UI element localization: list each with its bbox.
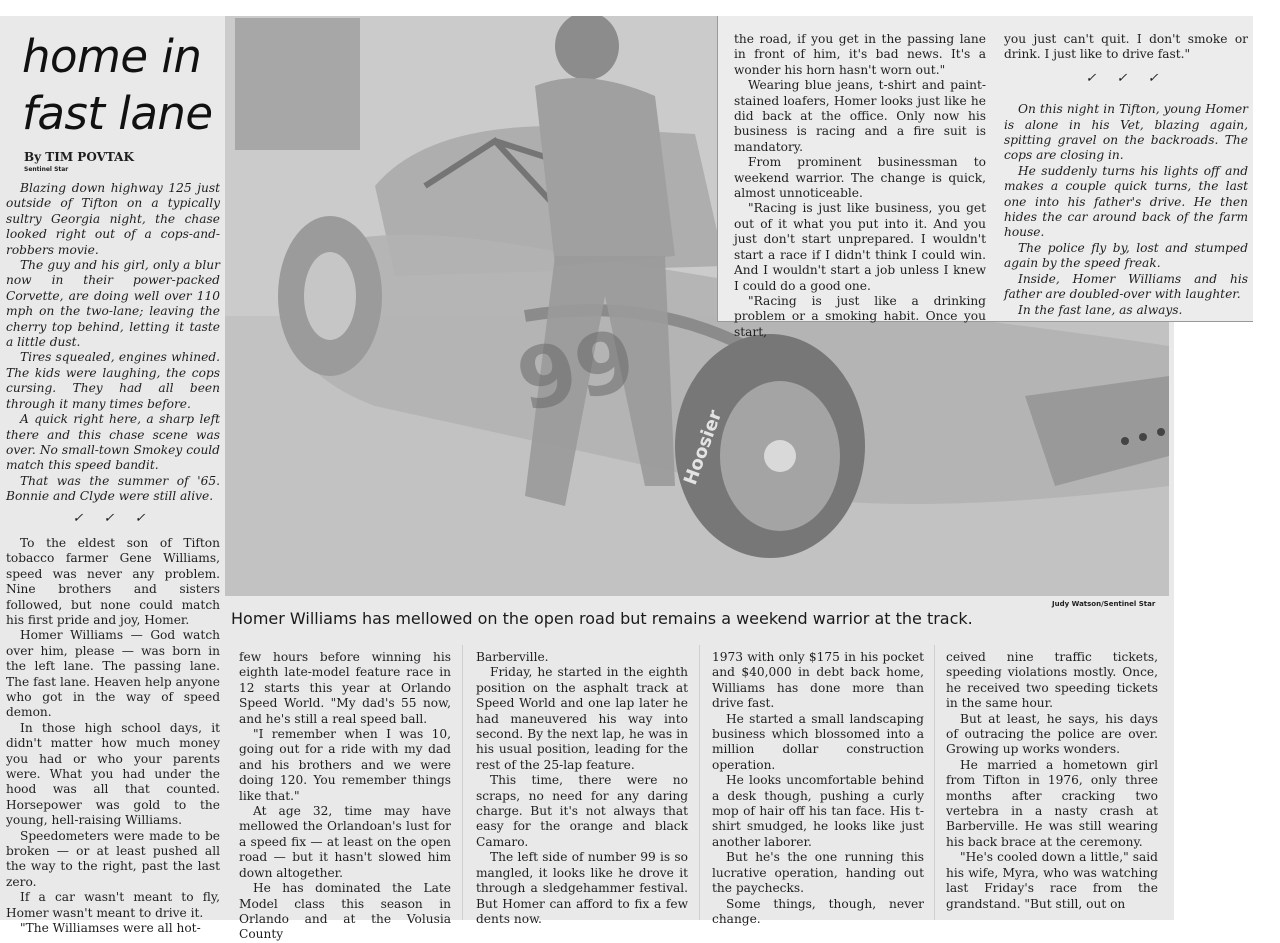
car-number-label: 99 (508, 310, 644, 431)
headline-line-1: home in (22, 30, 202, 83)
inset-paragraph: "Racing is just like a drinking problem or a smoking habit. Once you start, (734, 293, 986, 339)
body-paragraph: He looks uncomfortable behind a desk though, pushing a curly mop of hair off his tan face. His t-shirt smudged, he looks like just another laborer. (712, 773, 924, 849)
body-paragraph: He started a small landscaping business which blossomed into a million dollar construction operation. (712, 711, 924, 772)
body-paragraph: "The Williamses were all hot- (20, 921, 201, 936)
body-paragraph: few hours before winning his eighth late-model feature race in 12 starts this year at Orlando Speed World. "My dad's 55 now, and he's still a real speed ball. (239, 650, 451, 726)
body-paragraph: Friday, he started in the eighth position on the asphalt track at Speed World and one lap later he had maneuvered his way into second. By the next lap, he was in his usual position, leading for the rest of the 25-lap feature. (476, 665, 688, 772)
headline (22, 28, 213, 142)
column-rule (934, 645, 935, 920)
body-column-3 (476, 650, 688, 927)
body-paragraph: But at least, he says, his days of outracing the police are over. Growing up works wonders. (946, 711, 1158, 757)
inset-paragraph: the road, if you get in the passing lane in front of him, it's bad news. It's a wonder his horn hasn't worn out." (734, 32, 986, 77)
section-break: ✓ ✓ ✓ (1085, 70, 1167, 86)
body-paragraph: This time, there were no scraps, no need for any daring charge. But it's not always that easy for the orange and black Camaro. (476, 773, 688, 849)
section-break: ✓ ✓ ✓ (72, 510, 154, 526)
body-column-2 (239, 650, 451, 943)
body-paragraph: He has dominated the Late Model class this season in Orlando and at the Volusia County (239, 881, 451, 942)
inset-paragraph: From prominent businessman to weekend warrior. The change is quick, almost unnoticeable. (734, 155, 986, 201)
inset-italic-paragraph: In the fast lane, as always. (1018, 302, 1183, 317)
body-paragraph: Speedometers were made to be broken — or at least pushed all the way to the right, past the last zero. (6, 828, 220, 889)
inset-paragraph: "Racing is just like business, you get out of it what you put into it. And you just don't start unprepared. I wouldn't start a race if I didn't think I could win. And I wouldn't start a job unless I knew I could do a good one. (734, 201, 986, 293)
inset-italic-paragraph: He suddenly turns his lights off and makes a couple quick turns, the last one into his father's drive. He then hides the car around back of the farm house. (1004, 163, 1248, 240)
intro-paragraph: Tires squealed, engines whined. The kids were laughing, the cops cursing. They had all been through it many times before. (6, 350, 220, 411)
intro-paragraph: A quick right here, a sharp left there and this chase scene was over. No small-town Smokey could match this speed bandit. (6, 412, 220, 473)
inset-italic-paragraph: Inside, Homer Williams and his father are doubled-over with laughter. (1004, 271, 1248, 302)
intro-paragraph: That was the summer of '65. Bonnie and Clyde were still alive. (6, 473, 220, 504)
body-column-5 (946, 650, 1158, 912)
body-paragraph: At age 32, time may have mellowed the Orlandoan's lust for a speed fix — at least on the open road — but it hasn't slowed him down altogether. (239, 804, 451, 880)
body-paragraph: "I remember when I was 10, going out for a ride with my dad and his brothers and we were doing 120. You remember things like that." (239, 727, 451, 803)
intro-paragraph: Blazing down highway 125 just outside of Tifton on a typically sultry Georgia night, the chase looked right out of a cops-and-robbers movie. (6, 181, 220, 257)
body-paragraph: To the eldest son of Tifton tobacco farmer Gene Williams, speed was never any problem. Nine brothers and sisters followed, but none could match his first pride and joy, Homer. (6, 535, 220, 627)
body-paragraph: 1973 with only $175 in his pocket and $40,000 in debt back home, Williams has done more than drive fast. (712, 650, 924, 711)
inset-italic-paragraph: On this night in Tifton, young Homer is alone in his Vet, blazing again, spitting gravel on the backroads. The cops are closing in. (1004, 102, 1248, 163)
column-rule (462, 645, 463, 920)
tire-brand-label: Hoosier (679, 407, 727, 488)
body-paragraph: In those high school days, it didn't matter how much money you had or who your parents were. What you had under the hood was all that counted. Horsepower was gold to the young, hell-raising Williams. (6, 720, 220, 828)
photo-overlay (225, 16, 1169, 596)
inset-italic-paragraph: The police fly by, lost and stumped again by the speed freak. (1004, 240, 1248, 271)
body-paragraph: Barberville. (476, 650, 549, 664)
column-rule (699, 645, 700, 920)
body-paragraph: But he's the one running this lucrative operation, handing out the paychecks. (712, 850, 924, 896)
photo-credit: Judy Watson/Sentinel Star (1052, 600, 1156, 608)
byline-organization: Sentinel Star (24, 166, 69, 173)
intro-paragraph: The guy and his girl, only a blur now in their power-packed Corvette, are doing well over 110 mph on the two-lane; leaving the cherry top behind, letting it taste a little dust. (6, 258, 220, 350)
headline-line-2: fast lane (22, 87, 213, 140)
inset-paragraph: Wearing blue jeans, t-shirt and paint-stained loafers, Homer looks just like he did back at the office. Only now his business is racing and a fire suit is mandatory. (734, 78, 986, 154)
body-paragraph: Some things, though, never change. (712, 896, 924, 926)
photo-caption: Homer Williams has mellowed on the open road but remains a weekend warrior at the track. (231, 609, 973, 628)
body-paragraph: If a car wasn't meant to fly, Homer wasn't meant to drive it. (6, 890, 220, 920)
body-column-4 (712, 650, 924, 927)
body-paragraph: Homer Williams — God watch over him, please — was born in the left lane. The passing lane. The fast lane. Heaven help anyone who got in the way of speed demon. (6, 628, 220, 720)
intro-column (6, 181, 220, 937)
body-paragraph: "He's cooled down a little," said his wife, Myra, who was watching last Friday's race from the grandstand. "But still, out on (946, 850, 1158, 911)
body-paragraph: ceived nine traffic tickets, speeding violations mostly. Once, he received two speeding tickets in the same hour. (946, 650, 1158, 711)
body-paragraph: He married a hometown girl from Tifton in 1976, only three months after cracking two vertebra in a nasty crash at Barberville. He was still wearing his back brace at the ceremony. (946, 757, 1158, 849)
body-paragraph: The left side of number 99 is so mangled, it looks like he drove it through a sledgehammer festival. But Homer can afford to fix a few dents now. (476, 850, 688, 926)
byline-author: By TIM POVTAK (24, 150, 134, 164)
inset-paragraph: you just can't quit. I don't smoke or drink. I just like to drive fast." (1004, 32, 1248, 62)
